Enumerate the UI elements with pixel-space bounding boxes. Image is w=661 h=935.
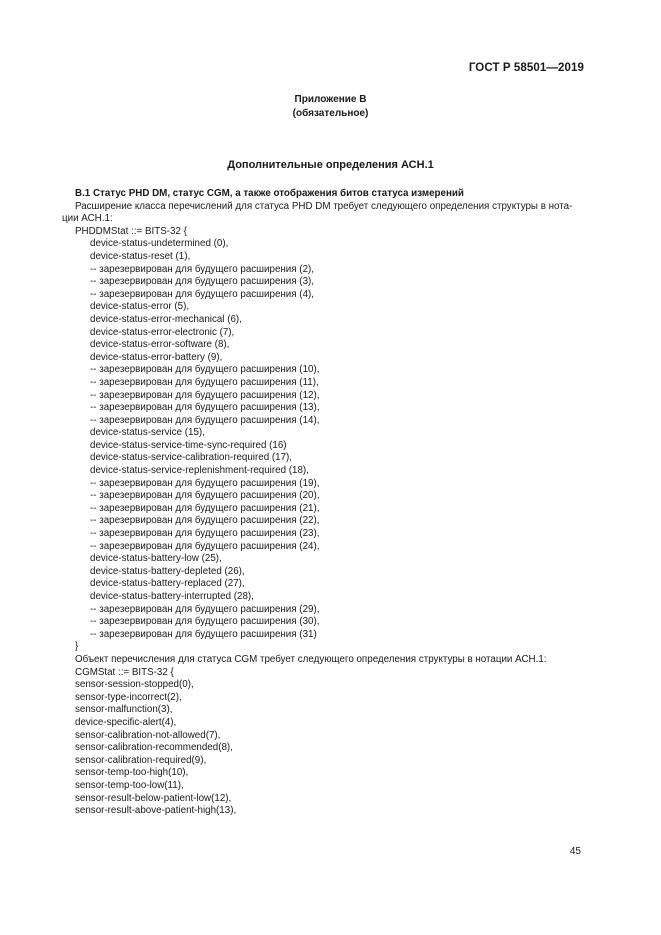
code-line: device-status-battery-depleted (26), [90,565,245,577]
code-line: -- зарезервирован для будущего расширения (2), [90,263,314,275]
code-line: sensor-result-above-patient-high(13), [75,805,237,817]
cgm-structure-open: CGMStat ::= BITS-32 { [75,666,174,678]
code-line: device-status-service-calibration-required (17), [90,452,293,464]
intro-paragraph-line: Расширение класса перечислений для статуса PHD DM требует следующего определения структуры в нота- [75,200,573,212]
code-line: -- зарезервирован для будущего расширения (11), [90,376,319,388]
code-line: sensor-type-incorrect(2), [75,691,182,703]
code-line: sensor-calibration-required(9), [75,754,207,766]
code-line: sensor-calibration-not-allowed(7), [75,729,221,741]
code-line: sensor-session-stopped(0), [75,679,194,691]
code-line: -- зарезервирован для будущего расширения (4), [90,288,314,300]
code-line: sensor-result-below-patient-low(12), [75,792,232,804]
code-line: sensor-temp-too-low(11), [75,779,184,791]
intro-paragraph-line: ции АСН.1: [62,213,113,225]
code-line: device-status-error-battery (9), [90,351,223,363]
code-line: sensor-calibration-recommended(8), [75,742,233,754]
code-line: sensor-malfunction(3), [75,704,173,716]
phd-structure-open: PHDDMStat ::= BITS-32 { [75,225,187,237]
phd-items-list [62,238,592,641]
code-line: device-status-battery-interrupted (28), [90,591,254,602]
appendix-title: Приложение В [294,94,367,105]
code-line: sensor-temp-too-high(10), [75,767,189,779]
code-line: -- зарезервирован для будущего расширения (30), [90,616,320,628]
code-line: -- зарезервирован для будущего расширения (13), [90,402,320,414]
code-line: -- зарезервирован для будущего расширения (12), [90,389,320,401]
cgm-items-list [62,679,592,818]
code-line: -- зарезервирован для будущего расширения (14), [90,414,320,426]
code-line: -- зарезервирован для будущего расширения (24), [90,540,320,552]
phd-structure-close: } [75,641,79,653]
page-number: 45 [569,846,581,857]
code-line: device-status-service-replenishment-required (18), [90,465,309,477]
standard-number: ГОСТ Р 58501—2019 [468,62,584,74]
code-line: device-status-error-mechanical (6), [90,313,242,325]
code-line: -- зарезервирован для будущего расширения (21), [90,502,320,514]
code-line: device-status-service-time-sync-required (16) [90,439,287,451]
code-line: -- зарезервирован для будущего расширения (23), [90,528,320,540]
code-line: device-status-error (5), [90,301,190,313]
code-line: -- зарезервирован для будущего расширения (22), [90,515,320,527]
code-line: device-status-error-electronic (7), [90,326,235,338]
code-line: -- зарезервирован для будущего расширения (3), [90,276,314,288]
code-line: device-status-error-software (8), [90,339,230,351]
code-line: device-specific-alert(4), [75,716,177,728]
code-line: device-status-service (15), [90,427,205,439]
code-line: -- зарезервирован для будущего расширения (31) [90,628,317,640]
subsection-heading: В.1 Статус PHD DM, статус CGM, а также отображения битов статуса измерений [75,188,464,199]
document-body [62,188,592,818]
section-title: Дополнительные определения АСН.1 [227,159,434,171]
code-line: device-status-undetermined (0), [90,238,229,250]
cgm-intro: Объект перечисления для статуса CGM требует следующего определения структуры в нотации АСН.1: [75,653,547,665]
code-line: -- зарезервирован для будущего расширения (19), [90,477,320,489]
code-line: device-status-battery-replaced (27), [90,578,245,590]
code-line: device-status-reset (1), [90,250,191,262]
code-line: -- зарезервирован для будущего расширения (10), [90,364,320,376]
appendix-status: (обязательное) [292,108,369,119]
code-line: -- зарезервирован для будущего расширения (20), [90,490,320,502]
code-line: device-status-battery-low (25), [90,553,222,565]
code-line: -- зарезервирован для будущего расширения (29), [90,603,320,615]
